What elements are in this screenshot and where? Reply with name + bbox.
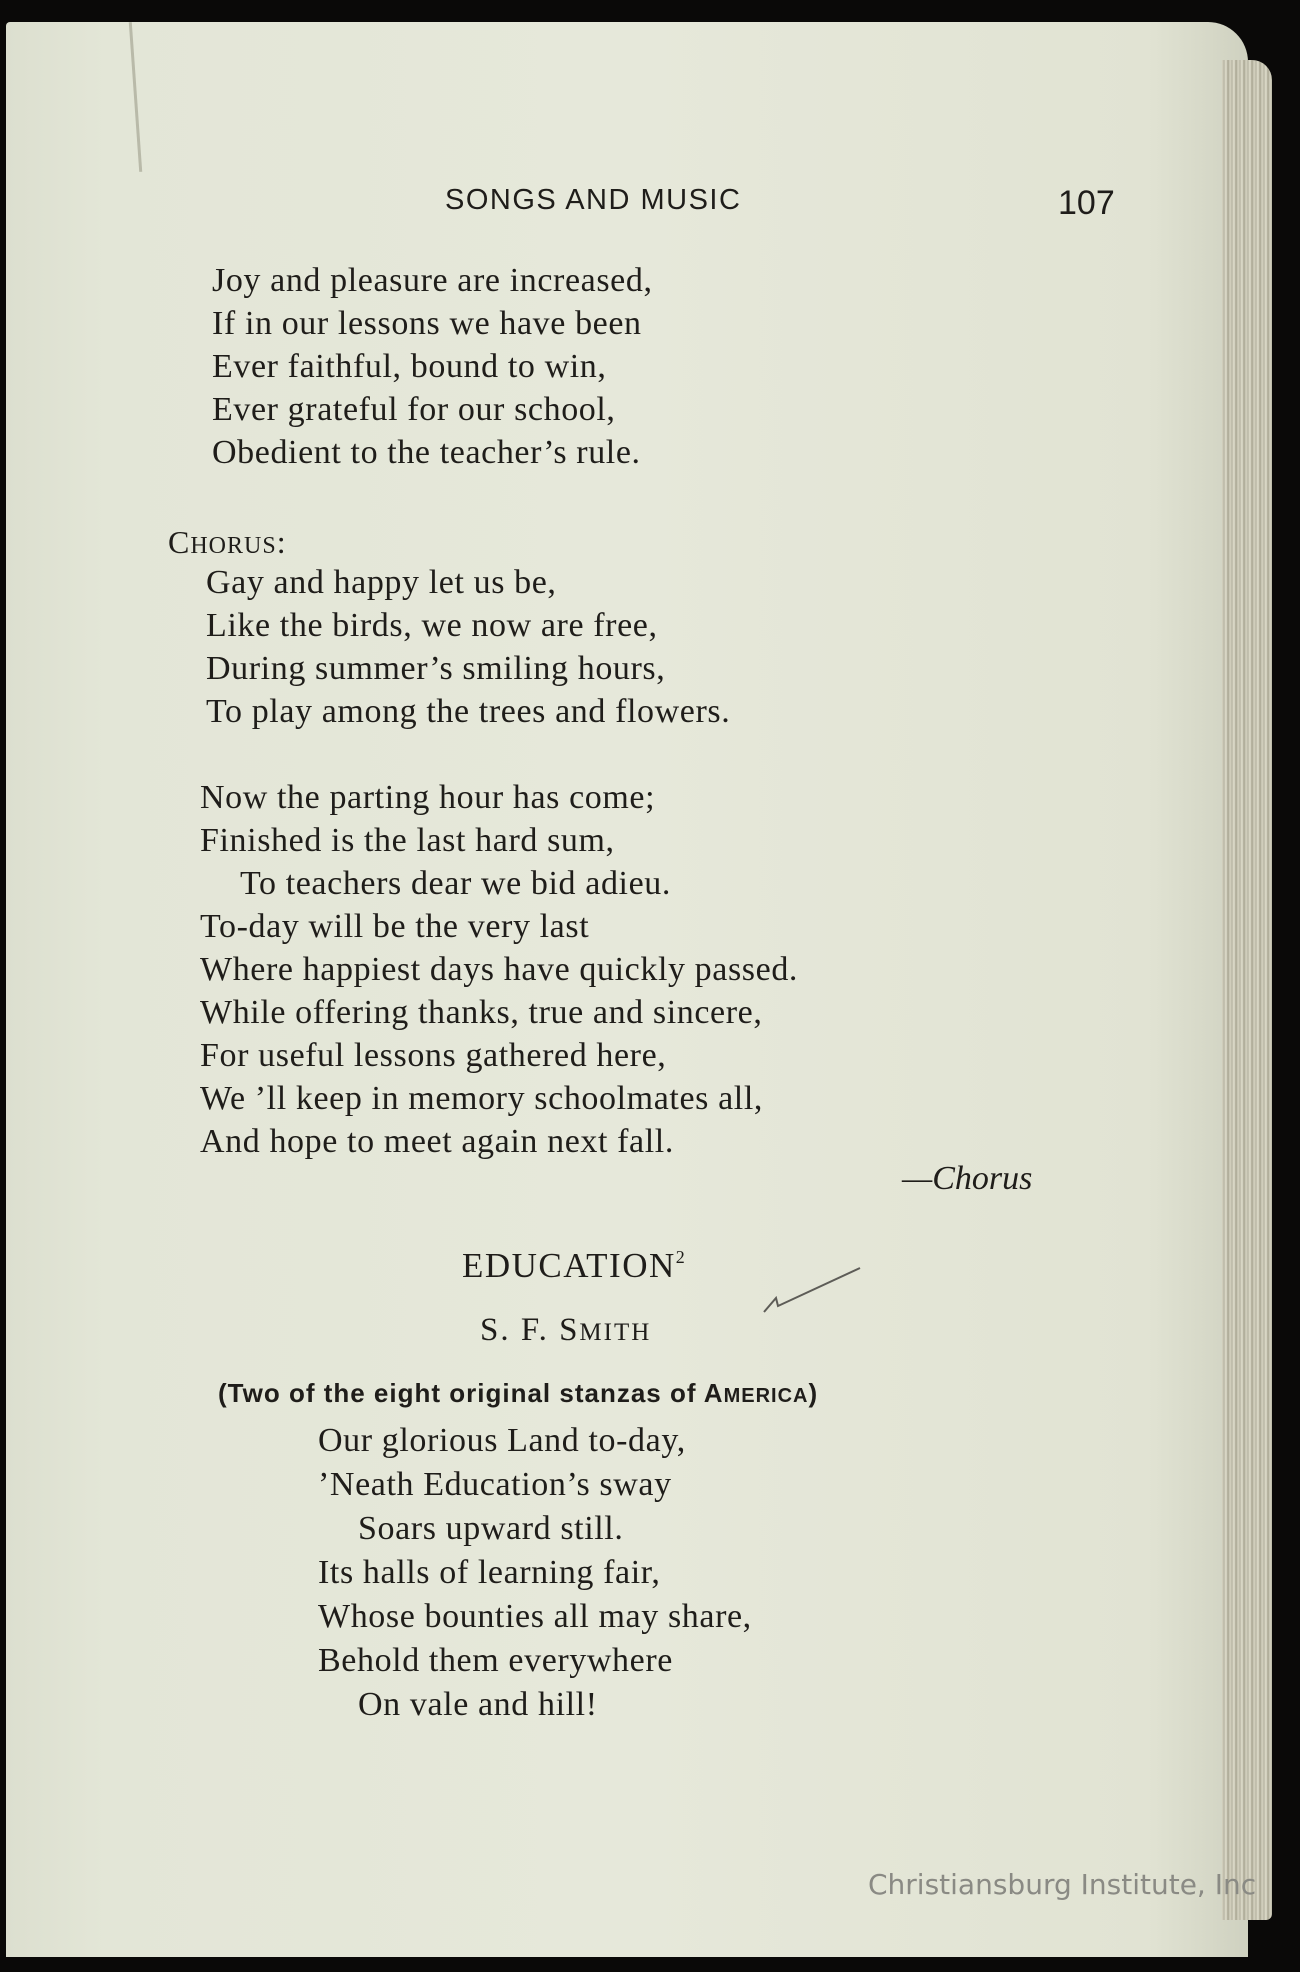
stanza1-line-1: Joy and pleasure are increased, (212, 262, 653, 299)
stanza1-line-3: Ever faithful, bound to win, (212, 348, 607, 385)
archive-watermark: Christiansburg Institute, Inc (868, 1868, 1257, 1901)
pencil-check-mark (760, 1262, 870, 1322)
chorus-line-2: Like the birds, we now are free, (206, 607, 658, 644)
chorus-line-3: During summer’s smiling hours, (206, 650, 666, 687)
chorus-line-1: Gay and happy let us be, (206, 564, 557, 601)
stanza2-line-1: Now the parting hour has come; (200, 779, 656, 816)
stanza2-line-4: To-day will be the very last (200, 908, 590, 945)
page-number: 107 (1058, 184, 1115, 222)
stanza2-line-7: For useful lessons gathered here, (200, 1037, 667, 1074)
section-subtitle: (Two of the eight original stanzas of AMERICA) (218, 1378, 819, 1408)
author-name: S. F. SMITH (480, 1312, 652, 1348)
education-line-1: Our glorious Land to-day, (318, 1422, 686, 1459)
education-line-3: Soars upward still. (358, 1510, 624, 1547)
stanza2-line-2: Finished is the last hard sum, (200, 822, 615, 859)
chorus-line-4: To play among the trees and flowers. (206, 693, 731, 730)
running-head: SONGS AND MUSIC (445, 184, 742, 216)
stanza1-line-5: Obedient to the teacher’s rule. (212, 434, 641, 471)
education-line-7: On vale and hill! (358, 1686, 598, 1723)
stanza2-line-9: And hope to meet again next fall. (200, 1123, 674, 1160)
stanza1-line-2: If in our lessons we have been (212, 305, 642, 342)
footnote-marker: 2 (675, 1247, 687, 1267)
education-line-2: ’Neath Education’s sway (318, 1466, 672, 1503)
stanza2-line-5: Where happiest days have quickly passed. (200, 951, 799, 988)
chorus-label: CHORUS: (168, 524, 287, 560)
education-line-5: Whose bounties all may share, (318, 1598, 752, 1635)
stanza2-line-3: To teachers dear we bid adieu. (240, 865, 671, 902)
page-edges (1222, 60, 1272, 1920)
section-title: EDUCATION$^2$ (462, 1246, 687, 1285)
stanza2-line-6: While offering thanks, true and sincere, (200, 994, 763, 1031)
chorus-reference: —Chorus (902, 1160, 1033, 1197)
education-line-4: Its halls of learning fair, (318, 1554, 661, 1591)
education-line-6: Behold them everywhere (318, 1642, 673, 1679)
stanza2-line-8: We ’ll keep in memory schoolmates all, (200, 1080, 763, 1117)
stanza1-line-4: Ever grateful for our school, (212, 391, 616, 428)
